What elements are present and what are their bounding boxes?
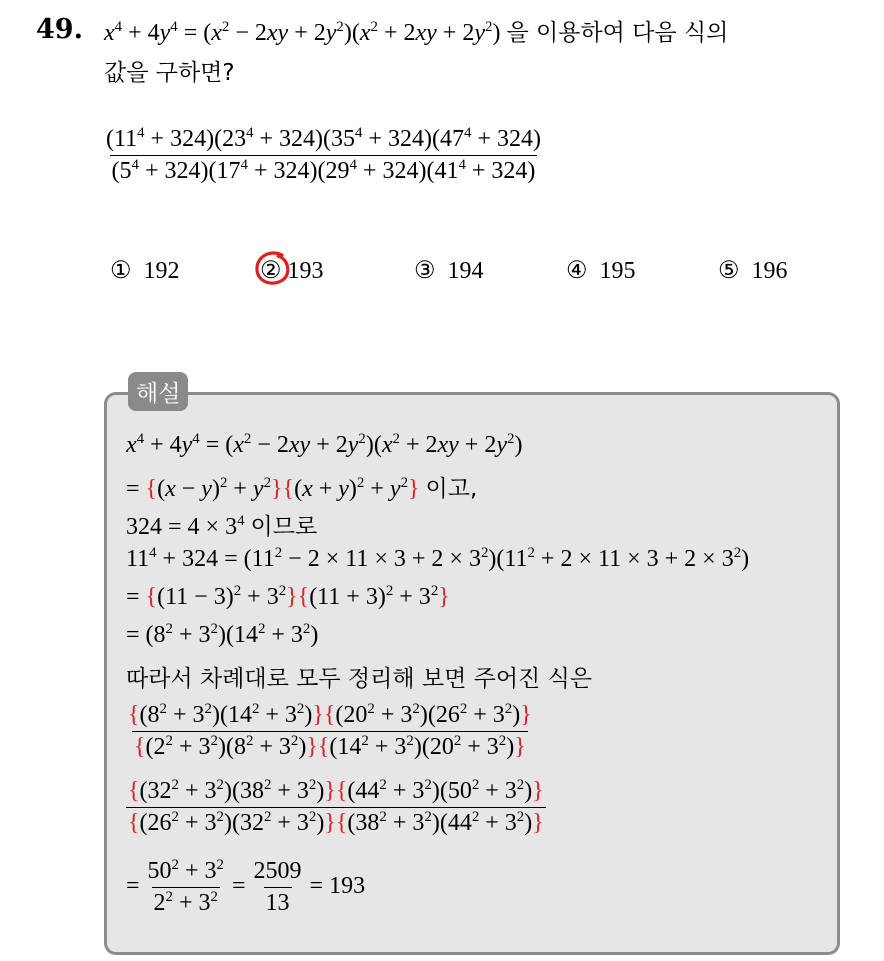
choice-mark: ③ <box>414 258 436 284</box>
question-fraction: $\frac{(11^4 + 324)(23^4 + 324)(35^4 + 324)(47^4 + 324)}{(5^4 + 324)(17^4 + 324)(29^4 + 324)(41^4 + 324)}$ <box>106 124 541 184</box>
choice-3[interactable] <box>414 256 484 285</box>
solution-line-2: = $\{(x - y)^2 + y^2\}\{(x + y)^2 + y^2\}$ 이고, <box>126 474 478 502</box>
choice-4[interactable] <box>566 256 636 285</box>
choice-mark: ⑤ <box>718 258 740 284</box>
choice-1[interactable] <box>110 256 180 285</box>
answer-circle-mark <box>252 249 292 289</box>
solution-final-value: 193 <box>329 873 366 900</box>
choice-value: 193 <box>287 258 324 284</box>
solution-final-line: = $\frac{50^2 + 3^2}{2^2 + 3^2}$ = $\frac{2509}{13}$ = 193 <box>126 856 366 916</box>
solution-line-6: = $(8^2 + 3^2)(14^2 + 3^2)$ <box>126 620 319 648</box>
choice-value: 192 <box>143 258 180 284</box>
question-number: 49. <box>36 14 83 45</box>
choice-mark: ① <box>110 258 132 284</box>
choice-5[interactable] <box>718 256 788 285</box>
choice-mark: ④ <box>566 258 588 284</box>
solution-text-imeuro: 이므로 <box>250 514 318 540</box>
question-formula-line: $x^4 + 4y^4 = (x^2 - 2xy + 2y^2)(x^2 + 2xy + 2y^2)$ 을 이용하여 다음 식의 <box>104 18 729 46</box>
question-intro-suffix: 을 이용하여 다음 식의 <box>506 20 729 46</box>
solution-tag: 해설 <box>128 372 188 411</box>
question-text-line2: 값을 구하면? <box>104 60 235 86</box>
solution-fraction-2: $\frac{\{(32^2 + 3^2)(38^2 + 3^2)\}\{(44^2 + 3^2)(50^2 + 3^2)\}}{\{(26^2 + 3^2)(32^2 + 3^2)\}\{(38^2 + 3^2)(44^2 + 3^2)\}}$ <box>128 776 544 836</box>
solution-fraction-1: $\frac{\{(8^2 + 3^2)(14^2 + 3^2)\}\{(20^2 + 3^2)(26^2 + 3^2)\}}{\{(2^2 + 3^2)(8^2 + 3^2)\}\{(14^2 + 3^2)(20^2 + 3^2)\}}$ <box>128 700 532 760</box>
solution-line-3: $324 = 4 \times 3^4$ 이므로 <box>126 512 318 540</box>
solution-line-1: $x^4 + 4y^4 = (x^2 - 2xy + 2y^2)(x^2 + 2xy + 2y^2)$ <box>126 430 523 458</box>
solution-line-5: = $\{(11 - 3)^2 + 3^2\}\{(11 + 3)^2 + 3^2\}$ <box>126 582 450 610</box>
choice-value: 195 <box>599 258 636 284</box>
solution-text-igo: 이고, <box>425 476 478 502</box>
solution-line-4: $11^4 + 324 = (11^2 - 2 \times 11 \times 3 + 2 \times 3^2)(11^2 + 2 \times 11 \times 3 + 2 \times 3^2)$ <box>126 544 750 572</box>
choice-value: 196 <box>751 258 788 284</box>
solution-text-ttaraseo: 따라서 차례대로 모두 정리해 보면 주어진 식은 <box>126 666 593 692</box>
choice-2[interactable] <box>260 256 324 285</box>
choice-value: 194 <box>447 258 484 284</box>
choice-mark: ② <box>260 258 282 284</box>
